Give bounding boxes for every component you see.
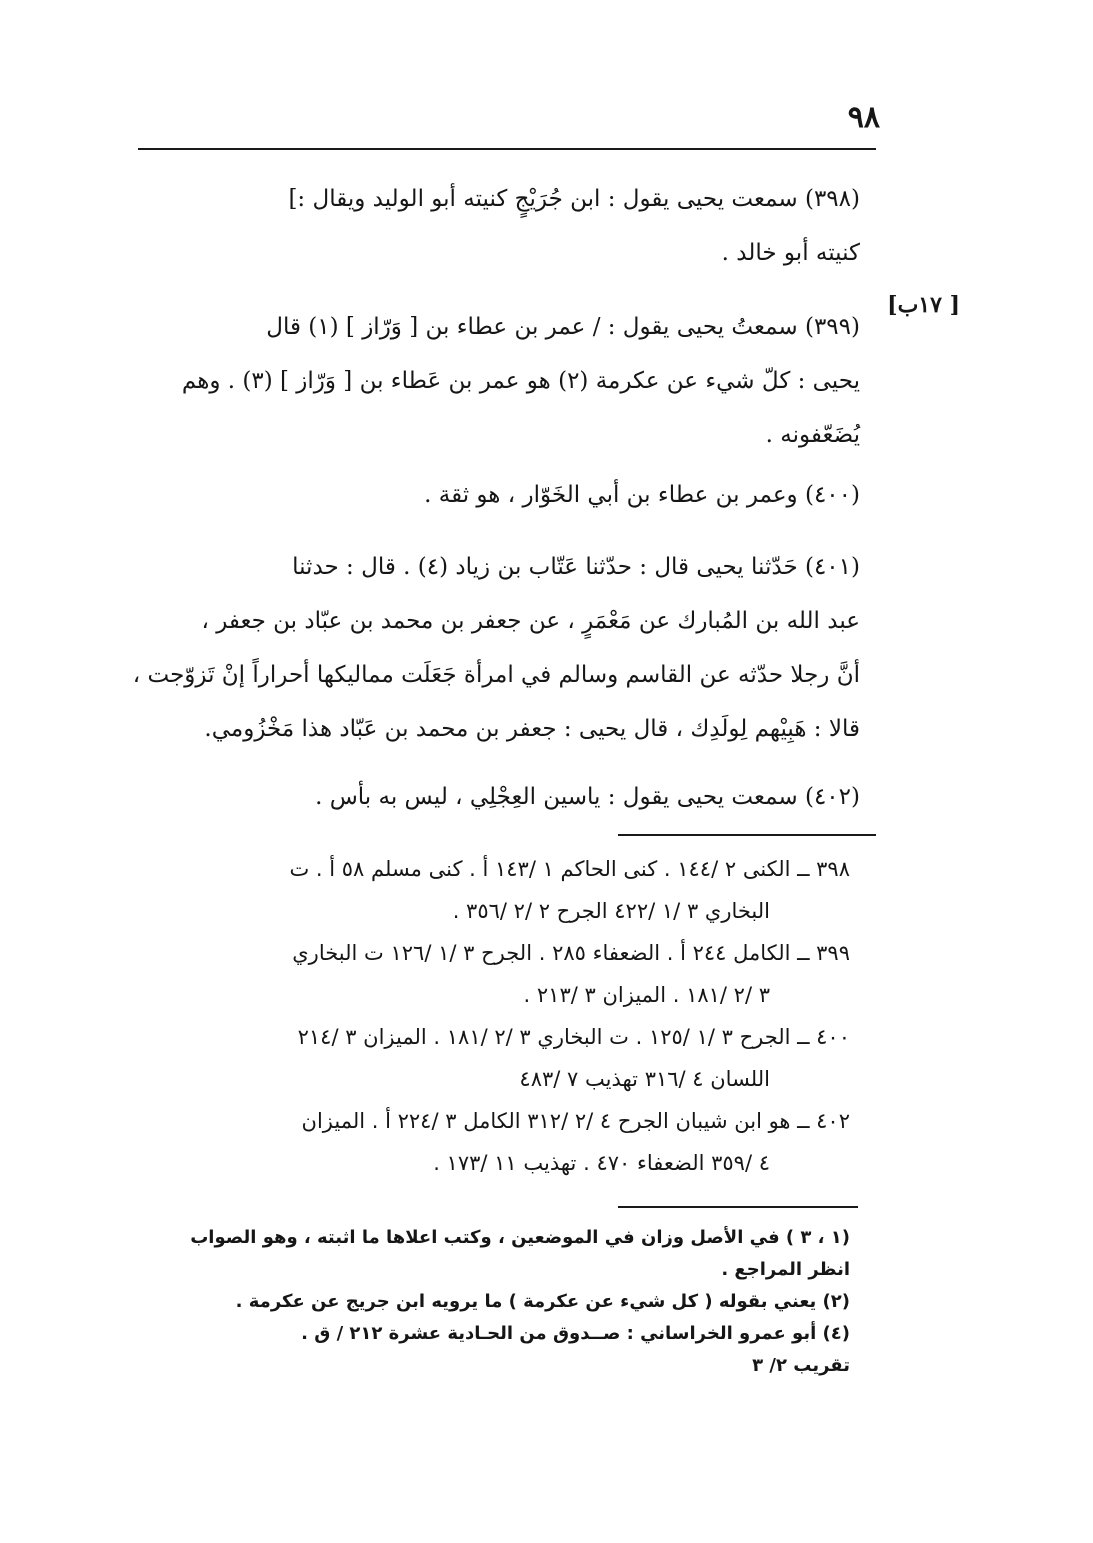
reference-398: ٣٩٨ ــ الكنى ٢ /١٤٤ . كنى الحاكم ١ /١٤٣ أ . كنى مسلم ٥٨ أ . ت: [289, 857, 850, 881]
reference-400-cont: اللسان ٤ /٣١٦ تهذيب ٧ /٤٨٣: [519, 1067, 770, 1091]
footnote-1-3: (١ ، ٣ ) في الأصل وزان في الموضعين ، وكتب اعلاها ما اثبته ، وهو الصواب: [190, 1227, 850, 1248]
page-number: ٩٨: [847, 100, 880, 135]
footnote-1-3-cont: انظر المراجع .: [721, 1259, 850, 1280]
reference-399: ٣٩٩ ــ الكامل ٢٤٤ أ . الضعفاء ٢٨٥ . الجرح ٣ /١ /١٢٦ ت البخاري: [292, 941, 850, 965]
reference-400: ٤٠٠ ــ الجرح ٣ /١ /١٢٥ . ت البخاري ٣ /٢ /١٨١ . الميزان ٣ /٢١٤: [297, 1025, 850, 1049]
entry-399-line-3: يُضَعّفونه .: [765, 422, 860, 448]
margin-folio-ref: [ ١٧ب]: [887, 292, 960, 318]
footnote-4-cont: تقريب ٢/ ٣: [752, 1355, 850, 1376]
entry-399-line-2: يحيى : كلّ شيء عن عكرمة (٢) هو عمر بن عَطاء بن [ وَرّاز ] (٣) . وهم: [181, 368, 860, 394]
entry-400-line-1: (٤٠٠) وعمر بن عطاء بن أبي الخَوّار ، هو ثقة .: [424, 482, 860, 508]
footnote-4: (٤) أبو عمرو الخراساني : صــدوق من الحـادية عشرة ٢١٢ / ق .: [301, 1323, 850, 1344]
references-rule: [618, 834, 876, 836]
footnotes: [138, 1222, 850, 1382]
reference-402: ٤٠٢ ــ هو ابن شيبان الجرح ٤ /٢ /٣١٢ الكامل ٣ /٢٢٤ أ . الميزان: [301, 1109, 850, 1133]
entry-401-line-3: أنَّ رجلا حدّثه عن القاسم وسالم في امرأة جَعَلَت مماليكها أحراراً إنْ تَزوّجت ،: [132, 662, 860, 688]
header-rule: [138, 148, 876, 150]
entry-402-line-1: (٤٠٢) سمعت يحيى يقول : ياسين العِجْلِي ، ليس به بأس .: [315, 784, 860, 810]
entry-399: [138, 300, 860, 462]
entry-401-line-1: (٤٠١) حَدّثنا يحيى قال : حدّثنا عَتّاب بن زياد (٤) . قال : حدثنا: [292, 554, 860, 580]
entry-399-line-1: (٣٩٩) سمعتُ يحيى يقول : / عمر بن عطاء بن [ وَرّاز ] (١) قال: [266, 314, 860, 340]
entry-402: [138, 770, 860, 824]
entry-401-line-4: قالا : هَبِيْهم لِولَدِك ، قال يحيى : جعفر بن محمد بن عَبّاد هذا مَخْزُومي.: [204, 716, 860, 742]
footnotes-rule: [618, 1206, 858, 1208]
entry-401-line-2: عبد الله بن المُبارك عن مَعْمَرٍ ، عن جعفر بن محمد بن عبّاد بن جعفر ،: [201, 608, 860, 634]
reference-398-cont: البخاري ٣ /١ /٤٢٢ الجرح ٢ /٢ /٣٥٦ .: [452, 899, 770, 923]
entry-401: [132, 540, 860, 756]
entry-398-line-2: كنيته أبو خالد .: [721, 240, 860, 266]
entry-398: [138, 172, 860, 280]
entry-398-line-1: (٣٩٨) سمعت يحيى يقول : ابن جُرَيْجٍ كنيته أبو الوليد ويقال :]: [288, 186, 860, 212]
reference-399-cont: ٣ /٢ /١٨١ . الميزان ٣ /٢١٣ .: [523, 983, 770, 1007]
entry-400: [138, 468, 860, 522]
reference-402-cont: ٤ /٣٥٩ الضعفاء ٤٧٠ . تهذيب ١١ /١٧٣ .: [433, 1151, 770, 1175]
footnote-2: (٢) يعني بقوله ( كل شيء عن عكرمة ) ما يرويه ابن جريج عن عكرمة .: [235, 1291, 850, 1312]
references-list: [138, 848, 850, 1184]
